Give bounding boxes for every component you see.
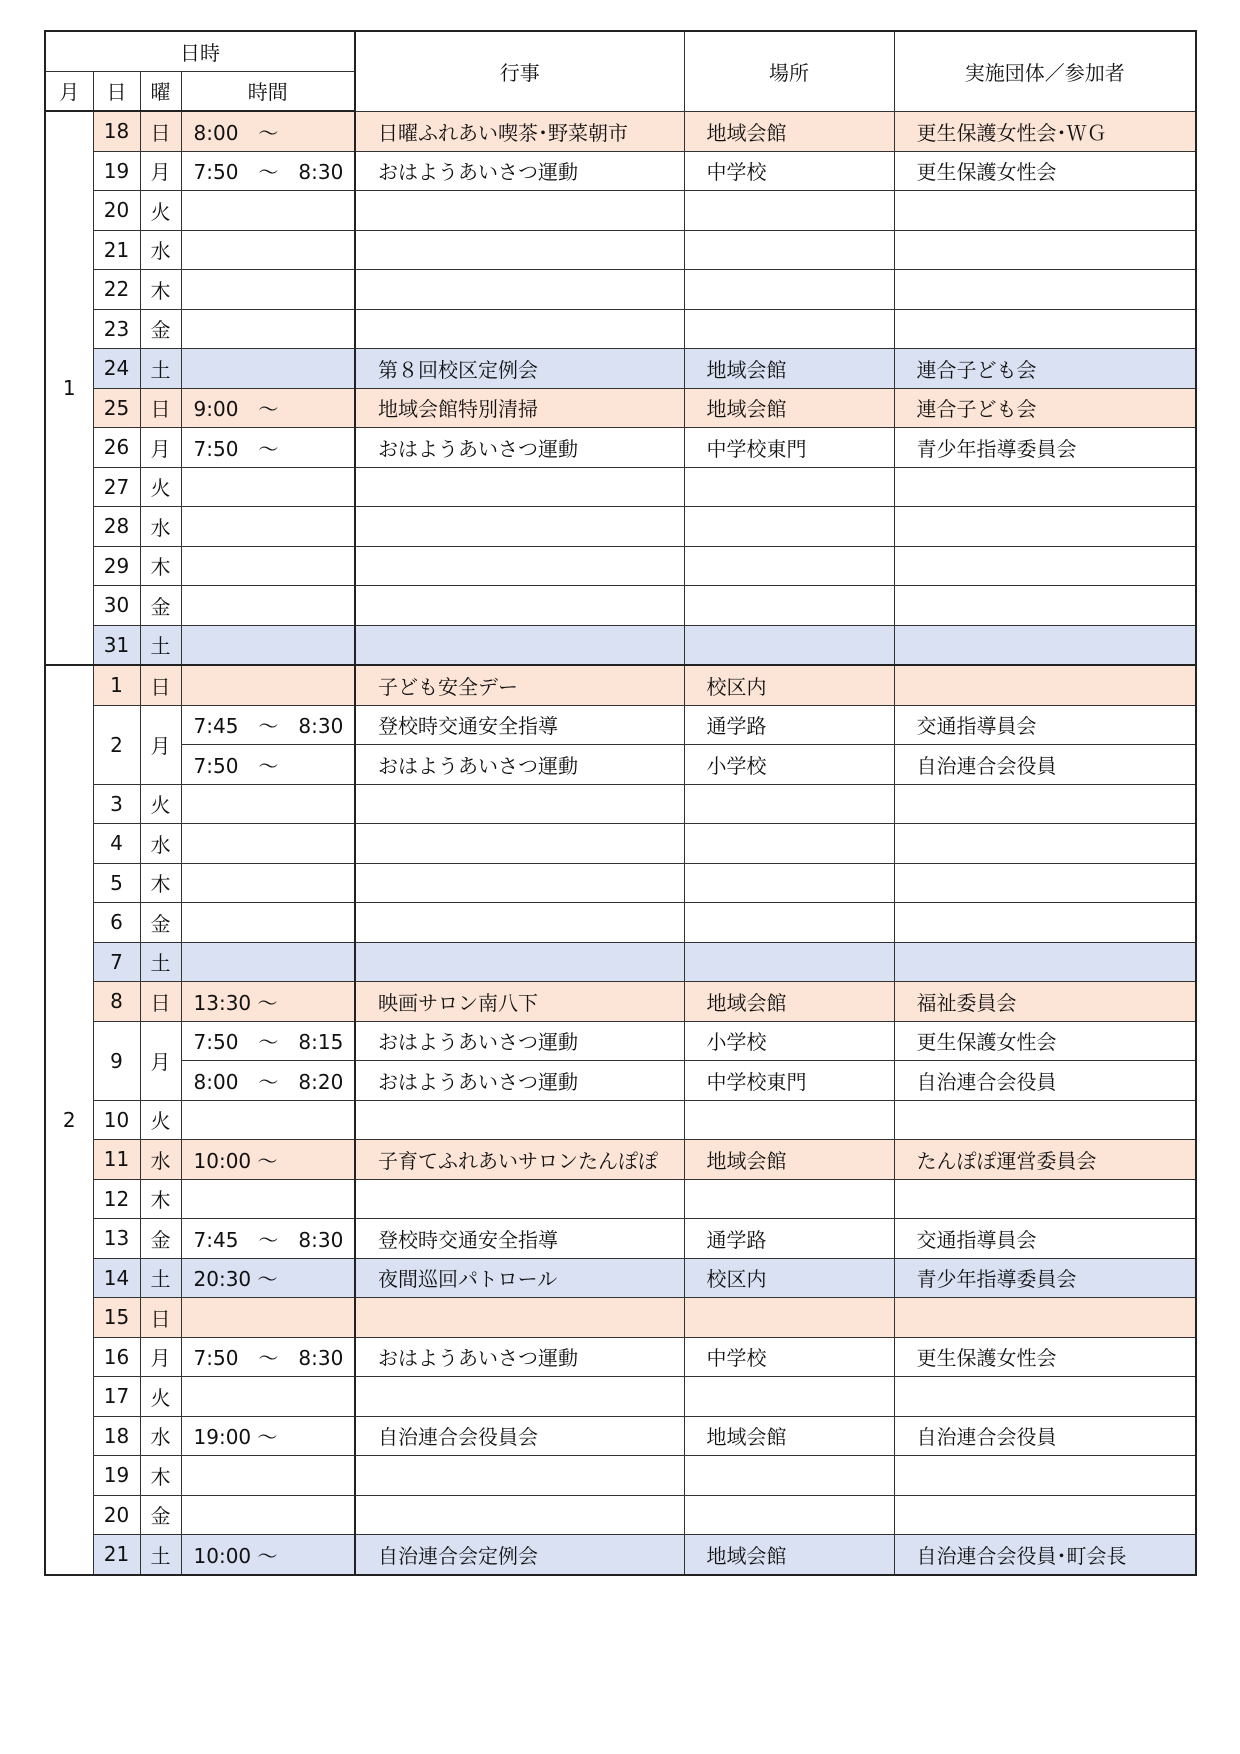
event-cell: おはようあいさつ運動 — [355, 1337, 684, 1377]
place-cell — [684, 1377, 894, 1417]
header-place: 場所 — [684, 31, 894, 111]
place-cell — [684, 309, 894, 349]
org-cell: 自治連合会役員 — [894, 1061, 1196, 1101]
org-cell — [894, 270, 1196, 310]
time-cell: 7:50 ～ — [181, 745, 355, 785]
org-cell: 自治連合会役員 — [894, 1416, 1196, 1456]
schedule-row — [45, 903, 1196, 943]
schedule-row — [45, 1377, 1196, 1417]
place-cell — [684, 625, 894, 665]
schedule-row — [45, 546, 1196, 586]
schedule-row — [45, 388, 1196, 428]
event-cell — [355, 1179, 684, 1219]
day-cell: 12 — [93, 1179, 140, 1219]
weekday-cell: 日 — [140, 1298, 181, 1338]
org-cell — [894, 507, 1196, 547]
weekday-cell: 火 — [140, 1377, 181, 1417]
event-cell: 地域会館特別清掃 — [355, 388, 684, 428]
place-cell: 校区内 — [684, 1258, 894, 1298]
org-cell: 自治連合会役員 — [894, 745, 1196, 785]
day-cell: 20 — [93, 1495, 140, 1535]
schedule-row — [45, 1456, 1196, 1496]
time-cell — [181, 942, 355, 982]
place-cell — [684, 784, 894, 824]
place-cell: 地域会館 — [684, 388, 894, 428]
event-cell: 日曜ふれあい喫茶･野菜朝市 — [355, 111, 684, 151]
org-cell — [894, 1298, 1196, 1338]
weekday-cell: 木 — [140, 270, 181, 310]
day-cell: 18 — [93, 1416, 140, 1456]
weekday-cell: 金 — [140, 903, 181, 943]
schedule-row — [45, 428, 1196, 468]
weekday-cell: 水 — [140, 1416, 181, 1456]
time-cell: 7:50 ～ — [181, 428, 355, 468]
schedule-row — [45, 1495, 1196, 1535]
day-cell: 21 — [93, 1535, 140, 1575]
weekday-cell: 火 — [140, 467, 181, 507]
schedule-row — [45, 982, 1196, 1022]
weekday-cell: 金 — [140, 1219, 181, 1259]
schedule-row — [45, 191, 1196, 231]
weekday-cell: 月 — [140, 1337, 181, 1377]
schedule-row — [45, 586, 1196, 626]
time-cell: 13:30 ～ — [181, 982, 355, 1022]
schedule-row — [45, 1219, 1196, 1259]
org-cell: 連合子ども会 — [894, 349, 1196, 389]
weekday-cell: 木 — [140, 1456, 181, 1496]
org-cell: 自治連合会役員･町会長 — [894, 1535, 1196, 1575]
org-cell: 青少年指導委員会 — [894, 1258, 1196, 1298]
time-cell: 8:00 ～ — [181, 111, 355, 151]
day-cell: 27 — [93, 467, 140, 507]
schedule-body — [45, 111, 1196, 1575]
event-cell — [355, 942, 684, 982]
weekday-cell: 水 — [140, 824, 181, 864]
time-cell: 10:00 ～ — [181, 1535, 355, 1575]
day-cell: 10 — [93, 1100, 140, 1140]
day-cell: 3 — [93, 784, 140, 824]
schedule-row — [45, 111, 1196, 151]
time-cell: 8:00 ～ 8:20 — [181, 1061, 355, 1101]
event-cell — [355, 863, 684, 903]
event-cell: 夜間巡回パトロール — [355, 1258, 684, 1298]
header-month: 月 — [45, 71, 93, 111]
event-cell: 自治連合会役員会 — [355, 1416, 684, 1456]
weekday-cell: 金 — [140, 1495, 181, 1535]
org-cell — [894, 1100, 1196, 1140]
day-cell: 29 — [93, 546, 140, 586]
weekday-cell: 日 — [140, 388, 181, 428]
schedule-row — [45, 1416, 1196, 1456]
org-cell: 更生保護女性会 — [894, 1337, 1196, 1377]
schedule-row — [45, 230, 1196, 270]
day-cell: 31 — [93, 625, 140, 665]
day-cell: 18 — [93, 111, 140, 151]
org-cell: 更生保護女性会 — [894, 1021, 1196, 1061]
time-cell — [181, 863, 355, 903]
weekday-cell: 月 — [140, 1021, 181, 1100]
place-cell: 地域会館 — [684, 349, 894, 389]
schedule-row — [45, 1337, 1196, 1377]
day-cell: 2 — [93, 705, 140, 784]
time-cell — [181, 903, 355, 943]
org-cell — [894, 863, 1196, 903]
time-cell — [181, 586, 355, 626]
org-cell — [894, 309, 1196, 349]
day-cell: 20 — [93, 191, 140, 231]
event-cell: 登校時交通安全指導 — [355, 705, 684, 745]
schedule-row — [45, 467, 1196, 507]
weekday-cell: 土 — [140, 942, 181, 982]
event-cell — [355, 784, 684, 824]
org-cell: 更生保護女性会･ＷＧ — [894, 111, 1196, 151]
place-cell — [684, 942, 894, 982]
schedule-row — [45, 507, 1196, 547]
event-cell — [355, 1100, 684, 1140]
weekday-cell: 木 — [140, 863, 181, 903]
day-cell: 23 — [93, 309, 140, 349]
place-cell: 地域会館 — [684, 1416, 894, 1456]
time-cell — [181, 824, 355, 864]
place-cell: 通学路 — [684, 1219, 894, 1259]
time-cell — [181, 625, 355, 665]
event-cell — [355, 1377, 684, 1417]
header-day: 日 — [93, 71, 140, 111]
day-cell: 22 — [93, 270, 140, 310]
org-cell — [894, 1495, 1196, 1535]
schedule-table — [44, 30, 1197, 1576]
day-cell: 1 — [93, 665, 140, 705]
schedule-row — [45, 309, 1196, 349]
time-cell — [181, 191, 355, 231]
weekday-cell: 金 — [140, 309, 181, 349]
weekday-cell: 日 — [140, 982, 181, 1022]
day-cell: 28 — [93, 507, 140, 547]
org-cell — [894, 1377, 1196, 1417]
event-cell — [355, 309, 684, 349]
schedule-row — [45, 824, 1196, 864]
weekday-cell: 木 — [140, 1179, 181, 1219]
event-cell — [355, 625, 684, 665]
event-cell: おはようあいさつ運動 — [355, 745, 684, 785]
header-event: 行事 — [355, 31, 684, 111]
schedule-row — [45, 1258, 1196, 1298]
day-cell: 19 — [93, 151, 140, 191]
time-cell: 20:30 ～ — [181, 1258, 355, 1298]
day-cell: 17 — [93, 1377, 140, 1417]
org-cell: たんぽぽ運営委員会 — [894, 1140, 1196, 1180]
time-cell — [181, 665, 355, 705]
day-cell: 8 — [93, 982, 140, 1022]
time-cell — [181, 1377, 355, 1417]
time-cell: 7:50 ～ 8:30 — [181, 1337, 355, 1377]
weekday-cell: 水 — [140, 230, 181, 270]
event-cell: 子育てふれあいサロンたんぽぽ — [355, 1140, 684, 1180]
schedule-row — [45, 942, 1196, 982]
place-cell: 校区内 — [684, 665, 894, 705]
time-cell — [181, 1179, 355, 1219]
header-weekday: 曜 — [140, 71, 181, 111]
weekday-cell: 月 — [140, 151, 181, 191]
place-cell: 地域会館 — [684, 111, 894, 151]
schedule-row — [45, 863, 1196, 903]
event-cell — [355, 1456, 684, 1496]
event-cell — [355, 230, 684, 270]
event-cell — [355, 270, 684, 310]
day-cell: 19 — [93, 1456, 140, 1496]
place-cell — [684, 270, 894, 310]
event-cell: おはようあいさつ運動 — [355, 151, 684, 191]
weekday-cell: 火 — [140, 784, 181, 824]
time-cell: 9:00 ～ — [181, 388, 355, 428]
day-cell: 30 — [93, 586, 140, 626]
event-cell — [355, 507, 684, 547]
weekday-cell: 土 — [140, 1535, 181, 1575]
event-cell — [355, 191, 684, 231]
time-cell — [181, 270, 355, 310]
org-cell: 連合子ども会 — [894, 388, 1196, 428]
weekday-cell: 土 — [140, 1258, 181, 1298]
event-cell: 第８回校区定例会 — [355, 349, 684, 389]
day-cell: 6 — [93, 903, 140, 943]
schedule-row — [45, 784, 1196, 824]
day-cell: 15 — [93, 1298, 140, 1338]
month-cell: 2 — [45, 665, 93, 1575]
weekday-cell: 水 — [140, 507, 181, 547]
place-cell — [684, 1298, 894, 1338]
schedule-row — [45, 270, 1196, 310]
schedule-row — [45, 745, 1196, 785]
day-cell: 9 — [93, 1021, 140, 1100]
org-cell: 交通指導員会 — [894, 1219, 1196, 1259]
org-cell — [894, 467, 1196, 507]
event-cell: 映画サロン南八下 — [355, 982, 684, 1022]
schedule-row — [45, 625, 1196, 665]
time-cell — [181, 1100, 355, 1140]
time-cell: 10:00 ～ — [181, 1140, 355, 1180]
place-cell — [684, 507, 894, 547]
schedule-row — [45, 1535, 1196, 1575]
header-org: 実施団体／参加者 — [894, 31, 1196, 111]
place-cell — [684, 467, 894, 507]
org-cell: 更生保護女性会 — [894, 151, 1196, 191]
place-cell — [684, 1100, 894, 1140]
org-cell: 福祉委員会 — [894, 982, 1196, 1022]
place-cell: 小学校 — [684, 1021, 894, 1061]
place-cell: 通学路 — [684, 705, 894, 745]
schedule-row — [45, 1140, 1196, 1180]
weekday-cell: 金 — [140, 586, 181, 626]
org-cell — [894, 546, 1196, 586]
schedule-row — [45, 1100, 1196, 1140]
day-cell: 25 — [93, 388, 140, 428]
time-cell — [181, 1298, 355, 1338]
day-cell: 26 — [93, 428, 140, 468]
time-cell — [181, 507, 355, 547]
event-cell — [355, 1495, 684, 1535]
schedule-row — [45, 1021, 1196, 1061]
place-cell: 中学校 — [684, 151, 894, 191]
event-cell: おはようあいさつ運動 — [355, 1021, 684, 1061]
place-cell — [684, 191, 894, 231]
day-cell: 16 — [93, 1337, 140, 1377]
event-cell: 自治連合会定例会 — [355, 1535, 684, 1575]
place-cell — [684, 1179, 894, 1219]
org-cell — [894, 784, 1196, 824]
place-cell: 小学校 — [684, 745, 894, 785]
time-cell: 7:45 ～ 8:30 — [181, 705, 355, 745]
place-cell: 地域会館 — [684, 1140, 894, 1180]
weekday-cell: 月 — [140, 428, 181, 468]
event-cell: 子ども安全デー — [355, 665, 684, 705]
org-cell — [894, 665, 1196, 705]
header-time: 時間 — [181, 71, 355, 111]
event-cell: おはようあいさつ運動 — [355, 1061, 684, 1101]
weekday-cell: 日 — [140, 111, 181, 151]
place-cell — [684, 586, 894, 626]
org-cell — [894, 586, 1196, 626]
org-cell: 青少年指導委員会 — [894, 428, 1196, 468]
day-cell: 21 — [93, 230, 140, 270]
place-cell — [684, 903, 894, 943]
time-cell — [181, 309, 355, 349]
time-cell — [181, 784, 355, 824]
schedule-row — [45, 1298, 1196, 1338]
schedule-row — [45, 349, 1196, 389]
day-cell: 7 — [93, 942, 140, 982]
event-cell: おはようあいさつ運動 — [355, 428, 684, 468]
event-cell — [355, 903, 684, 943]
time-cell — [181, 349, 355, 389]
event-cell — [355, 1298, 684, 1338]
header-nichiji: 日時 — [45, 31, 355, 71]
place-cell: 中学校東門 — [684, 1061, 894, 1101]
time-cell: 7:45 ～ 8:30 — [181, 1219, 355, 1259]
month-cell: 1 — [45, 111, 93, 665]
weekday-cell: 土 — [140, 625, 181, 665]
time-cell — [181, 1495, 355, 1535]
time-cell — [181, 230, 355, 270]
weekday-cell: 日 — [140, 665, 181, 705]
time-cell: 7:50 ～ 8:30 — [181, 151, 355, 191]
place-cell: 中学校東門 — [684, 428, 894, 468]
weekday-cell: 木 — [140, 546, 181, 586]
org-cell — [894, 903, 1196, 943]
org-cell — [894, 824, 1196, 864]
time-cell: 19:00 ～ — [181, 1416, 355, 1456]
event-cell — [355, 824, 684, 864]
org-cell: 交通指導員会 — [894, 705, 1196, 745]
event-cell — [355, 467, 684, 507]
schedule-row — [45, 1179, 1196, 1219]
weekday-cell: 土 — [140, 349, 181, 389]
place-cell — [684, 230, 894, 270]
org-cell — [894, 1179, 1196, 1219]
place-cell: 地域会館 — [684, 1535, 894, 1575]
org-cell — [894, 625, 1196, 665]
place-cell — [684, 1456, 894, 1496]
place-cell — [684, 824, 894, 864]
org-cell — [894, 230, 1196, 270]
day-cell: 14 — [93, 1258, 140, 1298]
event-cell — [355, 546, 684, 586]
place-cell — [684, 863, 894, 903]
schedule-row — [45, 665, 1196, 705]
event-cell: 登校時交通安全指導 — [355, 1219, 684, 1259]
event-cell — [355, 586, 684, 626]
weekday-cell: 火 — [140, 191, 181, 231]
day-cell: 11 — [93, 1140, 140, 1180]
place-cell: 地域会館 — [684, 982, 894, 1022]
schedule-row — [45, 705, 1196, 745]
schedule-row — [45, 1061, 1196, 1101]
weekday-cell: 水 — [140, 1140, 181, 1180]
weekday-cell: 月 — [140, 705, 181, 784]
place-cell: 中学校 — [684, 1337, 894, 1377]
org-cell — [894, 191, 1196, 231]
time-cell — [181, 467, 355, 507]
day-cell: 4 — [93, 824, 140, 864]
day-cell: 13 — [93, 1219, 140, 1259]
schedule-row — [45, 151, 1196, 191]
day-cell: 24 — [93, 349, 140, 389]
time-cell — [181, 546, 355, 586]
weekday-cell: 火 — [140, 1100, 181, 1140]
day-cell: 5 — [93, 863, 140, 903]
org-cell — [894, 942, 1196, 982]
time-cell: 7:50 ～ 8:15 — [181, 1021, 355, 1061]
place-cell — [684, 1495, 894, 1535]
time-cell — [181, 1456, 355, 1496]
org-cell — [894, 1456, 1196, 1496]
place-cell — [684, 546, 894, 586]
